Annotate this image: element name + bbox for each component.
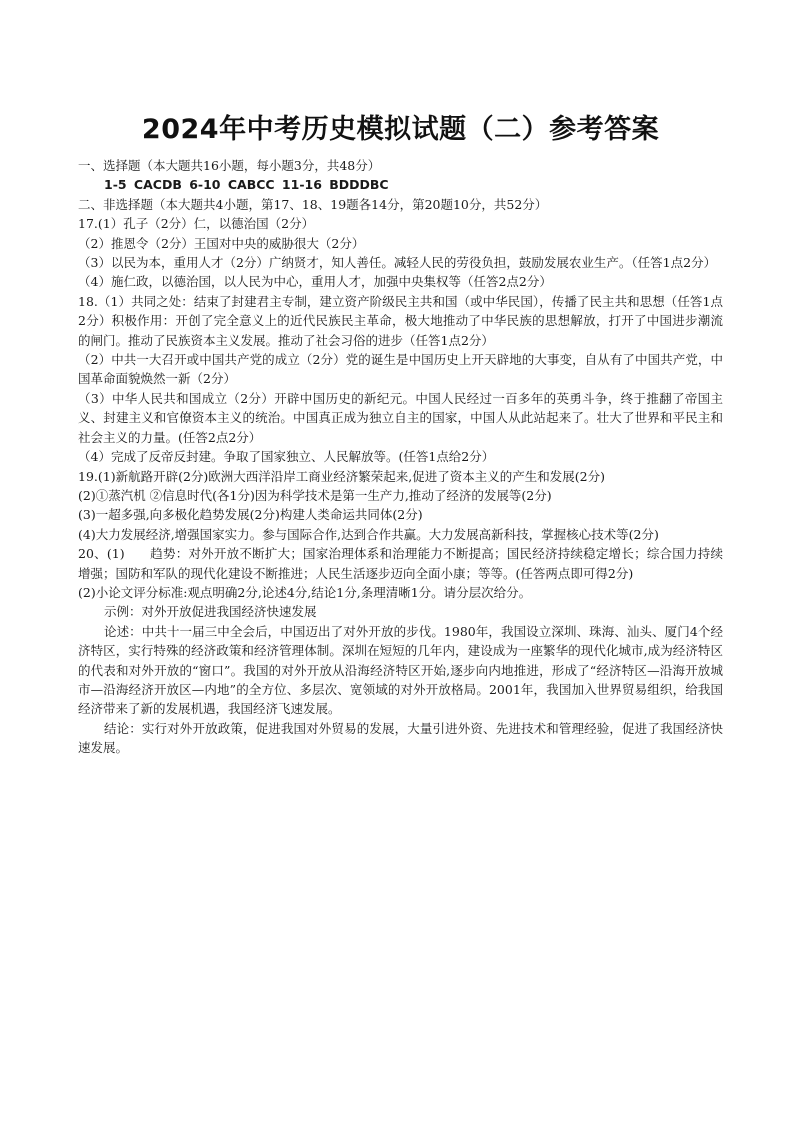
essay-example: 示例：对外开放促进我国经济快速发展	[104, 604, 317, 620]
q18-part1: 18.（1）共同之处：结束了封建君主专制，建立资产阶级民主共和国（或中华民国），传播了民主共和思想（任答1点2分）积极作用：开创了完全意义上的近代民族民主革命，极大地推动了中华民族的思想解放，打开了中国进步潮流的闸门。推动了民族资本主义发展。推动了社会习俗的进步（任答1点2分）	[78, 293, 723, 348]
essay-conclusion: 结论：实行对外开放政策，促进我国对外贸易的发展，大量引进外资、先进技术和管理经验，促进了我国经济快速发展。	[78, 720, 723, 756]
q17-part2: （2）推恩令（2分）王国对中央的威胁很大（2分）	[78, 235, 365, 251]
q17-part4: （4）施仁政，以德治国，以人民为中心，重用人才，加强中央集权等（任答2点2分）	[78, 274, 552, 290]
q18-part4: （4）完成了反帝反封建。争取了国家独立、人民解放等。(任答1点给2分）	[78, 449, 495, 465]
section1-heading: 一、选择题（本大题共16小题，每小题3分，共48分）	[78, 158, 381, 173]
q20-part2: (2)小论文评分标准:观点明确2分,论述4分,结论1分,条理清晰1分。请分层次给分。	[78, 584, 532, 600]
q19-part1: 19.(1)新航路开辟(2分)欧洲大西洋沿岸工商业经济繁荣起来,促进了资本主义的产生和发展(2分)	[78, 468, 605, 484]
q18-part3: （3）中华人民共和国成立（2分）开辟中国历史的新纪元。中国人民经过一百多年的英勇斗争，终于推翻了帝国主义、封建主义和官僚资本主义的统治。中国真正成为独立自主的国家，中国人从此站起来了。壮大了世界和平民主和社会主义的力量。(任答2点2分）	[78, 390, 723, 445]
q19-part4: (4)大力发展经济,增强国家实力。参与国际合作,达到合作共赢。大力发展高新科技，掌握核心技术等(2分)	[78, 526, 659, 542]
q19-part2: (2)①蒸汽机 ②信息时代(各1分)因为科学技术是第一生产力,推动了经济的发展等(2分)	[78, 487, 552, 503]
q19-part3: (3)一超多强,向多极化趋势发展(2分)构建人类命运共同体(2分)	[78, 507, 423, 523]
section2-heading: 二、非选择题（本大题共4小题，第17、18、19题各14分，第20题10分，共52分）	[78, 196, 548, 212]
answer-key-page	[78, 110, 723, 758]
q17-part1: 17.(1）孔子（2分）仁，以德治国（2分）	[78, 216, 315, 232]
q18-part2: （2）中共一大召开或中国共产党的成立（2分）党的诞生是中国历史上开天辟地的大事变，自从有了中国共产党，中国革命面貌焕然一新（2分）	[78, 352, 723, 387]
q17-part3: （3）以民为本，重用人才（2分）广纳贤才，知人善任。减轻人民的劳役负担，鼓励发展农业生产。（任答1点2分）	[78, 255, 717, 271]
choice-answers: 1-5 CACDB 6-10 CABCC 11-16 BDDDBC	[104, 177, 389, 193]
essay-argument: 论述：中共十一届三中全会后，中国迈出了对外开放的步伐。1980年，我国设立深圳、珠海、汕头、厦门4个经济特区，实行特殊的经济政策和经济管理体制。深圳在短短的几年内，建设成为一座繁华的现代化城市,成为经济特区的代表和对外开放的“窗口”。我国的对外开放从沿海经济特区开始,逐步向内地推进，形成了“经济特区—沿海开放城市—沿海经济开放区—内地”的全方位、多层次、宽领域的对外开放格局。2001年，我国加入世界贸易组织，给我国经济带来了新的发展机遇，我国经济飞速发展。	[78, 623, 723, 717]
page-title: 2024年中考历史模拟试题（二）参考答案	[141, 114, 660, 145]
q20-part1: 20、(1) 趋势：对外开放不断扩大；国家治理体系和治理能力不断提高；国民经济持续稳定增长；综合国力持续增强；国防和军队的现代化建设不断推进；人民生活逐步迈向全面小康；等等。(任答两点即可得2分)	[78, 546, 723, 581]
